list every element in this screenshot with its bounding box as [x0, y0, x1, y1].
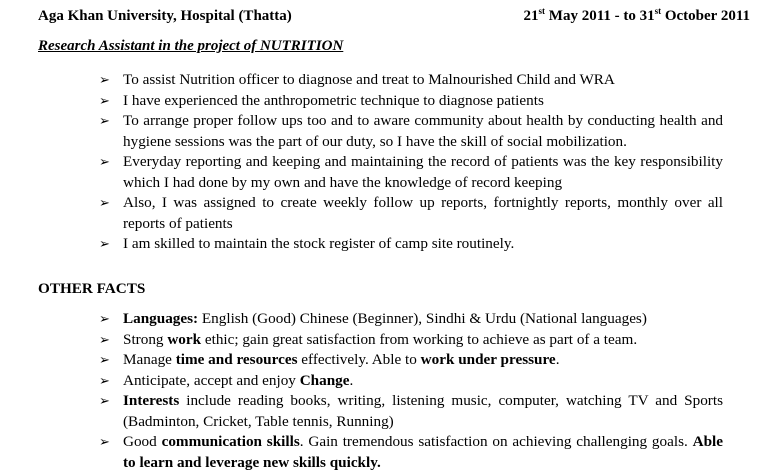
duty-text: To arrange proper follow ups too and to aware community about health by conducting health and hygiene sessions was the part of our duty, so I have the skill of social mobilization.	[123, 112, 723, 150]
fact-text: ethic; gain great satisfaction from working to achieve as part of a team.	[201, 330, 638, 348]
arrow-bullet-icon: ➢	[99, 154, 110, 169]
arrow-bullet-icon: ➢	[99, 393, 110, 408]
fact-text: Good	[123, 433, 162, 450]
end-day-suffix: st	[654, 6, 662, 16]
arrow-bullet-icon: ➢	[99, 72, 110, 87]
list-item	[99, 432, 723, 473]
duty-text: I am skilled to maintain the stock register of camp site routinely.	[123, 235, 515, 252]
list-item	[99, 330, 723, 351]
arrow-bullet-icon: ➢	[99, 236, 110, 251]
fact-text: include reading books, writing, listening music, computer, watching TV and Sports (Badminton, Cricket, Table tennis, Running)	[123, 392, 723, 430]
bold-text: Interests	[123, 392, 180, 409]
bold-text: work	[167, 330, 202, 348]
arrow-bullet-icon: ➢	[99, 113, 110, 128]
list-item	[99, 371, 723, 392]
arrow-bullet-icon: ➢	[99, 311, 110, 326]
fact-text: Strong	[123, 330, 168, 348]
start-day-suffix: st	[538, 6, 546, 16]
duty-text: Everyday reporting and keeping and maintaining the record of patients was the key responsibility which I had done by my own and have the knowledge of record keeping	[123, 153, 723, 191]
list-item	[99, 350, 723, 371]
start-day: 21	[523, 8, 539, 24]
bold-text: Able to learn and leverage new skills quickly.	[123, 433, 723, 471]
list-item	[99, 234, 723, 255]
list-item	[99, 391, 723, 432]
fact-text: . Gain tremendous satisfaction on achieving challenging goals.	[299, 433, 693, 450]
bold-text: Languages:	[123, 310, 199, 327]
duty-text: Also, I was assigned to create weekly follow up reports, fortnightly reports, monthly over all reports of patients	[123, 194, 723, 232]
list-item	[99, 70, 723, 91]
bold-text: Change	[299, 371, 350, 389]
list-item	[99, 111, 723, 152]
arrow-bullet-icon: ➢	[99, 352, 110, 367]
experience-header	[38, 4, 750, 26]
list-item	[99, 309, 723, 330]
bold-text: work under pressure	[420, 351, 556, 368]
fact-text: .	[349, 371, 354, 389]
arrow-bullet-icon: ➢	[99, 331, 110, 347]
fact-text: English (Good) Chinese (Beginner), Sindhi & Urdu (National languages)	[198, 310, 647, 327]
section-title-other-facts: OTHER FACTS	[38, 280, 146, 297]
duty-text: I have experienced the anthropometric technique to diagnose patients	[123, 91, 544, 109]
other-facts-list	[99, 309, 723, 473]
organization-name: Aga Khan University, Hospital (Thatta)	[38, 8, 292, 24]
fact-text: Anticipate, accept and enjoy	[123, 371, 300, 389]
list-item	[99, 91, 723, 112]
list-item	[99, 193, 723, 234]
bold-text: communication skills	[161, 433, 300, 450]
date-range-middle: May 2011 - to 31	[545, 8, 655, 24]
fact-text: effectively. Able to	[297, 351, 421, 368]
end-date-rest: October 2011	[661, 8, 750, 24]
bold-text: time and resources	[175, 351, 298, 368]
arrow-bullet-icon: ➢	[99, 195, 110, 210]
fact-text: .	[555, 351, 560, 368]
duties-list	[99, 70, 723, 255]
fact-text: Manage	[123, 351, 176, 368]
arrow-bullet-icon: ➢	[99, 434, 110, 449]
arrow-bullet-icon: ➢	[99, 92, 110, 108]
arrow-bullet-icon: ➢	[99, 372, 110, 388]
employment-dates	[524, 8, 750, 25]
duty-text: To assist Nutrition officer to diagnose and treat to Malnourished Child and WRA	[123, 71, 615, 88]
role-title: Research Assistant in the project of NUTRITION	[38, 38, 344, 54]
list-item	[99, 152, 723, 193]
